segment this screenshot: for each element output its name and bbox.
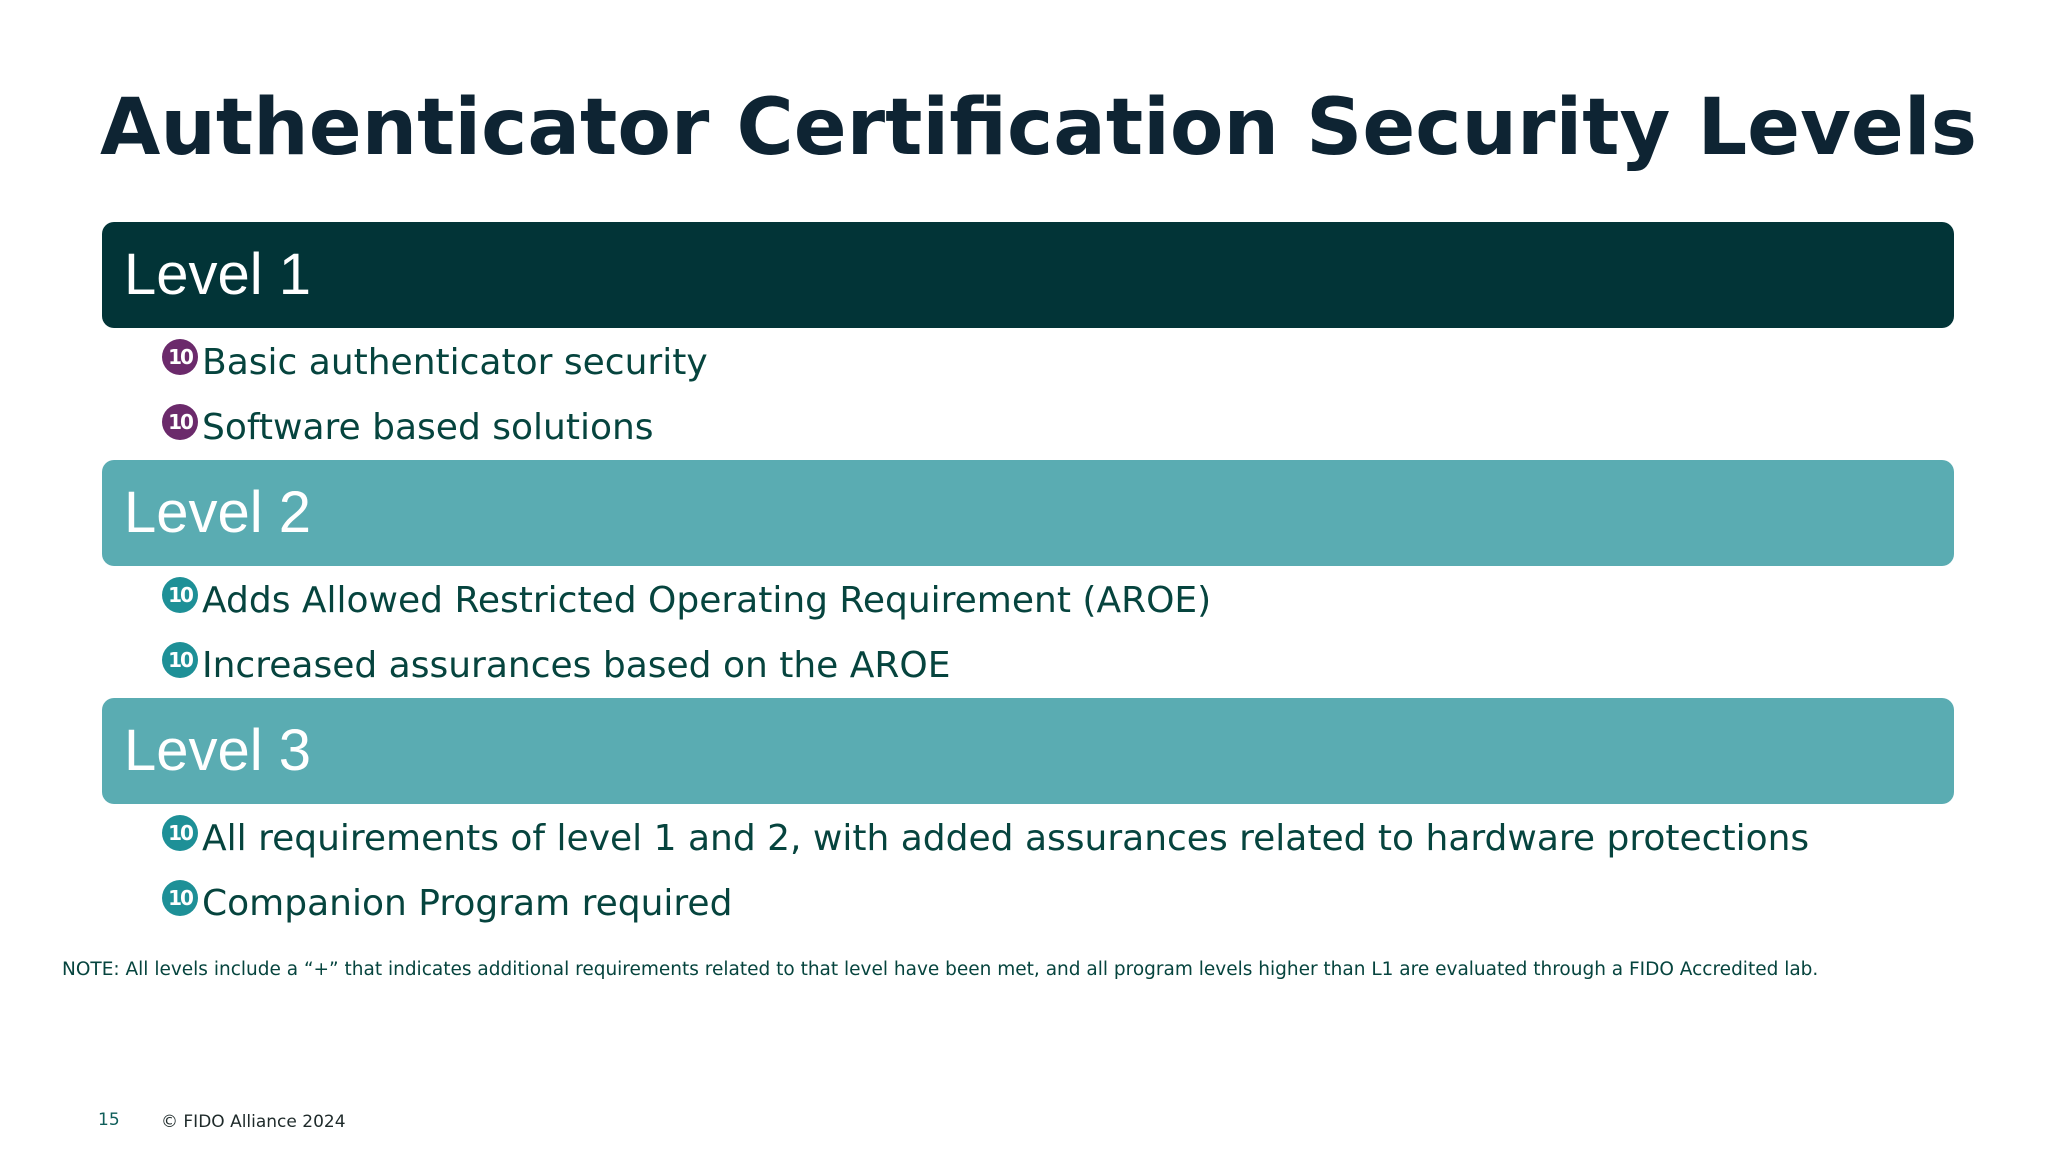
numbered-circle-icon: 10 — [162, 577, 198, 613]
bullet-text: Basic authenticator security — [202, 342, 708, 383]
level-3-header — [102, 698, 1954, 804]
level-2-label: Level 2 — [124, 480, 312, 545]
level-1-label: Level 1 — [124, 242, 312, 307]
level-2-header — [102, 460, 1954, 566]
level-2-bullet-1 — [162, 573, 1211, 629]
level-1-header — [102, 222, 1954, 328]
page-number: 15 — [98, 1110, 120, 1130]
level-3-bullet-1 — [162, 811, 1809, 867]
slide-title: Authenticator Certification Security Levels — [100, 83, 1977, 173]
level-1-bullet-1 — [162, 335, 708, 391]
bullet-text: Adds Allowed Restricted Operating Requirement (AROE) — [202, 580, 1212, 621]
numbered-circle-icon: 10 — [162, 339, 198, 375]
bullet-text: Companion Program required — [202, 883, 733, 924]
bullet-text: Increased assurances based on the AROE — [202, 645, 951, 686]
bullet-text: Software based solutions — [202, 407, 654, 448]
level-1-bullet-2 — [162, 400, 654, 456]
numbered-circle-icon: 10 — [162, 880, 198, 916]
numbered-circle-icon: 10 — [162, 642, 198, 678]
level-2-bullet-2 — [162, 638, 951, 694]
copyright-notice: © FIDO Alliance 2024 — [161, 1112, 346, 1132]
level-3-bullet-2 — [162, 876, 732, 932]
footnote: NOTE: All levels include a “+” that indicates additional requirements related to that level have been met, and all program levels higher than L1 are evaluated through a FIDO Accredited lab. — [62, 959, 1819, 980]
numbered-circle-icon: 10 — [162, 404, 198, 440]
level-3-label: Level 3 — [124, 718, 312, 783]
bullet-text: All requirements of level 1 and 2, with added assurances related to hardware protections — [202, 818, 1810, 859]
numbered-circle-icon: 10 — [162, 815, 198, 851]
